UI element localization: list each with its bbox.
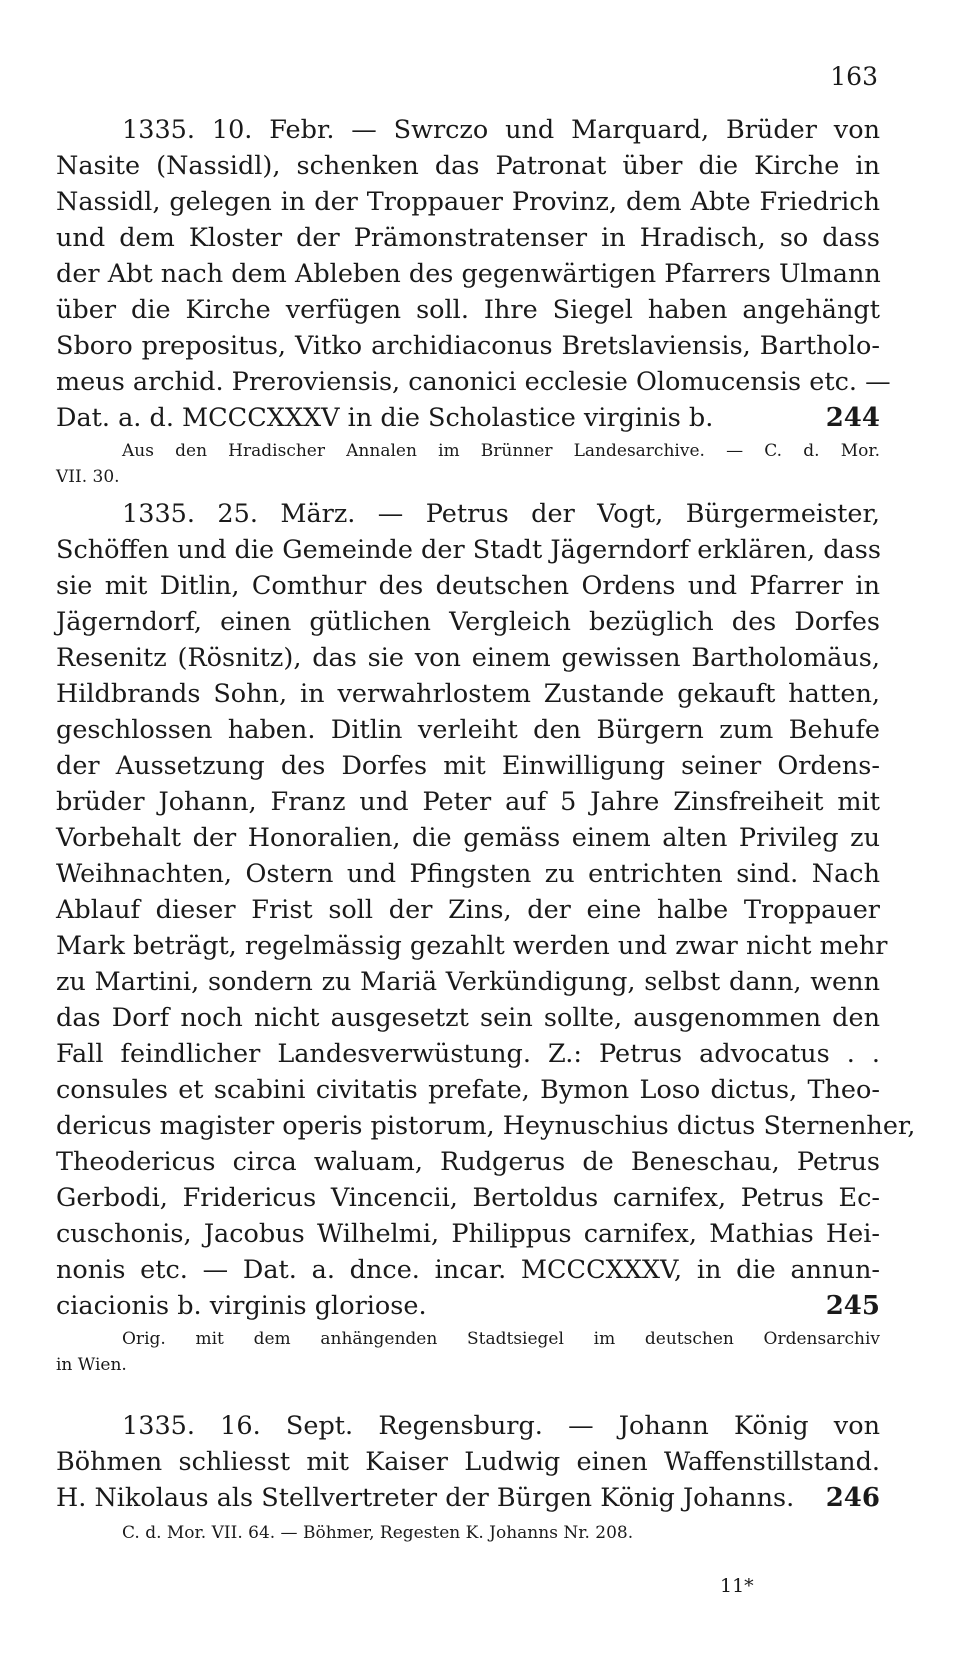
entry-text-line: 1335. 16. Sept. Regensburg. — Johann König von <box>122 1411 880 1441</box>
entry-text-end: Dat. a. d. MCCCXXXV in die Scholastice virginis b. <box>56 403 714 433</box>
entry-text-line: sie mit Ditlin, Comthur des deutschen Ordens und Pfarrer in <box>56 571 880 601</box>
entry-text-line: Böhmen schliesst mit Kaiser Ludwig einen Waffenstillstand. <box>56 1447 880 1477</box>
entry-text-line: Fall feindlicher Landesverwüstung. Z.: Petrus advocatus . . <box>56 1039 880 1069</box>
entry-text-line: das Dorf noch nicht ausgesetzt sein sollte, ausgenommen den <box>56 1003 880 1033</box>
entry-text-line: Resenitz (Rösnitz), das sie von einem gewissen Bartholomäus, <box>56 643 880 673</box>
entry-number: 244 <box>825 403 880 433</box>
source-note: in Wien. <box>56 1355 127 1375</box>
entry-text-line: zu Martini, sondern zu Mariä Verkündigung, selbst dann, wenn <box>56 967 880 997</box>
entry-text-line: geschlossen haben. Ditlin verleiht den Bürgern zum Behufe <box>56 715 880 745</box>
entry-text-line: Nasite (Nassidl), schenken das Patronat über die Kirche in <box>56 151 880 181</box>
source-note: VII. 30. <box>56 467 120 487</box>
entry-text-line: Gerbodi, Fridericus Vincencii, Bertoldus carnifex, Petrus Ec- <box>56 1183 880 1213</box>
entry-text-line: cuschonis, Jacobus Wilhelmi, Philippus carnifex, Mathias Hei- <box>56 1219 880 1249</box>
entry-text-line: meus archid. Preroviensis, canonici ecclesie Olomucensis etc. — <box>56 367 891 397</box>
entry-text-line: und dem Kloster der Prämonstratenser in Hradisch, so dass <box>56 223 880 253</box>
entry-text-line: 1335. 25. März. — Petrus der Vogt, Bürgermeister, <box>122 499 880 529</box>
entry-text-line: brüder Johann, Franz und Peter auf 5 Jahre Zinsfreiheit mit <box>56 787 880 817</box>
entry-text-end: ciacionis b. virginis gloriose. <box>56 1291 427 1321</box>
entry-text-line: consules et scabini civitatis prefate, Bymon Loso dictus, Theo- <box>56 1075 880 1105</box>
entry-text-line: Sboro prepositus, Vitko archidiaconus Bretslaviensis, Bartholo- <box>56 331 880 361</box>
signature-mark: 11* <box>720 1575 754 1597</box>
page-number: 163 <box>830 62 878 91</box>
entry-text-end: H. Nikolaus als Stellvertreter der Bürgen König Johanns. <box>56 1483 795 1513</box>
entry-text-line <box>56 1288 880 1324</box>
entry-text-line: Mark beträgt, regelmässig gezahlt werden und zwar nicht mehr <box>56 931 888 961</box>
entry-text-line: über die Kirche verfügen soll. Ihre Siegel haben angehängt <box>56 295 880 325</box>
entry-text-line: Ablauf dieser Frist soll der Zins, der eine halbe Troppauer <box>56 895 880 925</box>
source-note: Orig. mit dem anhängenden Stadtsiegel im deutschen Ordensarchiv <box>122 1329 880 1349</box>
entry-text-line: Vorbehalt der Honoralien, die gemäss einem alten Privileg zu <box>56 823 880 853</box>
entry-text-line: Hildbrands Sohn, in verwahrlostem Zustande gekauft hatten, <box>56 679 880 709</box>
entry-text-line: dericus magister operis pistorum, Heynuschius dictus Sternenher, <box>56 1111 916 1141</box>
entry-text-line: 1335. 10. Febr. — Swrczo und Marquard, Brüder von <box>122 115 880 145</box>
entry-text-line: Weihnachten, Ostern und Pfingsten zu entrichten sind. Nach <box>56 859 880 889</box>
entry-text-line <box>56 400 880 436</box>
source-note: Aus den Hradischer Annalen im Brünner Landesarchive. — C. d. Mor. <box>122 441 880 461</box>
entry-text-line <box>56 1480 880 1516</box>
entry-text-line: Nassidl, gelegen in der Troppauer Provinz, dem Abte Friedrich <box>56 187 880 217</box>
entry-text-line: Jägerndorf, einen gütlichen Vergleich bezüglich des Dorfes <box>56 607 880 637</box>
entry-text-line: Theodericus circa waluam, Rudgerus de Beneschau, Petrus <box>56 1147 880 1177</box>
entry-text-line: der Abt nach dem Ableben des gegenwärtigen Pfarrers Ulmann <box>56 259 881 289</box>
entry-text-line: Schöffen und die Gemeinde der Stadt Jägerndorf erklären, dass <box>56 535 881 565</box>
entry-text-line: der Aussetzung des Dorfes mit Einwilligung seiner Ordens- <box>56 751 880 781</box>
entry-number: 245 <box>825 1291 880 1321</box>
entry-number: 246 <box>825 1483 880 1513</box>
source-note: C. d. Mor. VII. 64. — Böhmer, Regesten K. Johanns Nr. 208. <box>122 1523 634 1543</box>
entry-text-line: nonis etc. — Dat. a. dnce. incar. MCCCXXXV, in die annun- <box>56 1255 880 1285</box>
